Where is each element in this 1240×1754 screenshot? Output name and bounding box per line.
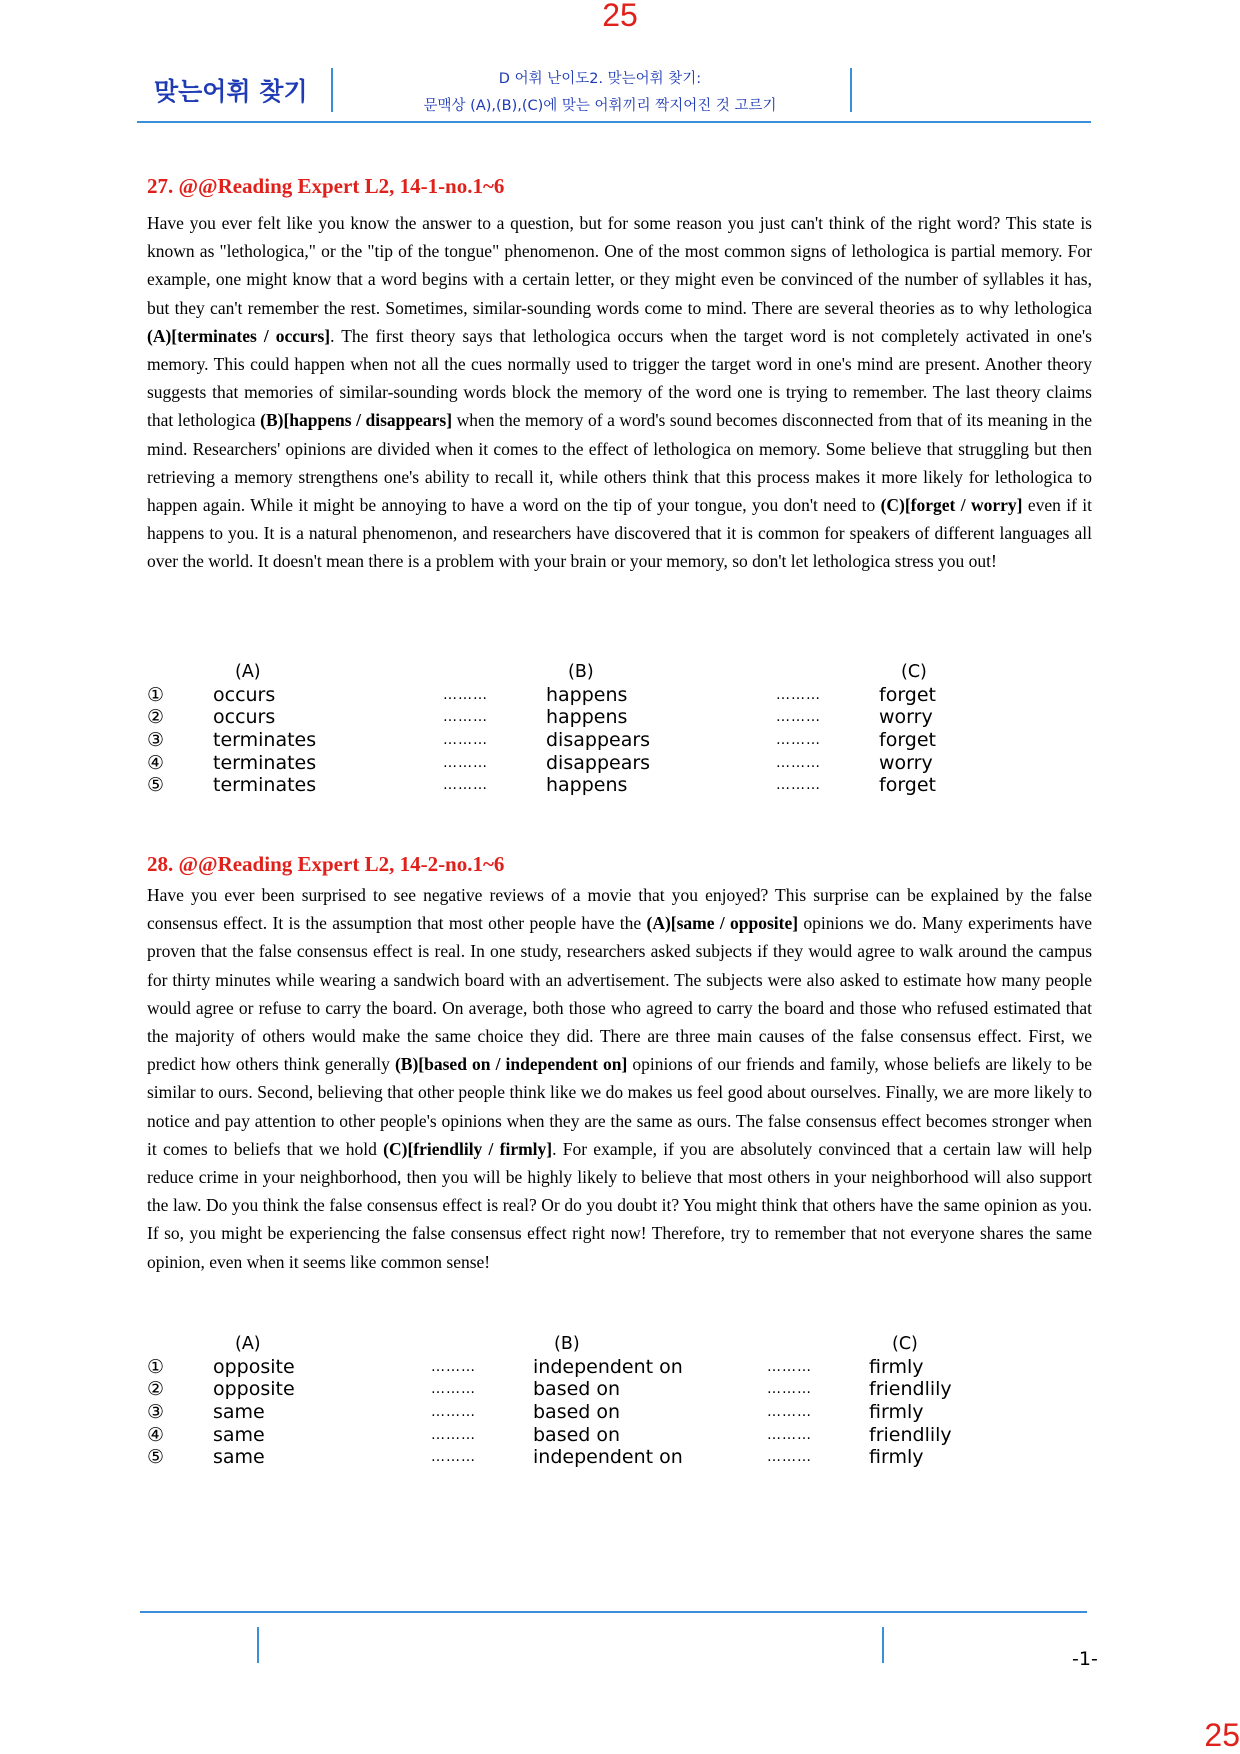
option-a: occurs xyxy=(213,706,276,729)
choice-header-row xyxy=(147,1333,1047,1356)
option-dots: ……… xyxy=(776,732,821,749)
choice-header-c: (C) xyxy=(892,1334,918,1354)
option-b: disappears xyxy=(546,751,651,774)
option-dots: ……… xyxy=(431,1358,476,1375)
passage-text: Have you ever felt like you know the answer to a question, but for some reason you just can't think of the right word? This state is known as "lethologica," or the "tip of the tongue" phenomenon. One of the most common signs of lethologica is partial memory. For example, one might know that a word begins with a certain letter, or they might even be convinced of the number of syllables it has, but they can't remember the rest. Sometimes, similar-sounding words come to mind. There are several theories as to why lethologica xyxy=(147,213,1092,318)
blank-choice: (A)[terminates / occurs] xyxy=(147,325,331,346)
footer-divider-left xyxy=(257,1627,259,1663)
option-c: forget xyxy=(879,774,936,797)
option-c: friendlily xyxy=(869,1378,952,1401)
question-27-choices xyxy=(147,661,1047,801)
question-28-passage xyxy=(147,881,1092,1276)
question-27-title: 27. @@Reading Expert L2, 14-1-no.1~6 xyxy=(147,174,505,198)
option-dots: ……… xyxy=(776,754,821,771)
choice-header-b: (B) xyxy=(568,662,594,682)
option-dots: ……… xyxy=(776,709,821,726)
option-dots: ……… xyxy=(431,1381,476,1398)
option-number: ③ xyxy=(147,1401,165,1424)
option-number: ③ xyxy=(147,729,165,752)
choice-header-a: (A) xyxy=(235,1334,261,1354)
choice-option-2[interactable] xyxy=(147,1378,1047,1401)
header-divider-right xyxy=(850,68,852,112)
choice-option-1[interactable] xyxy=(147,1356,1047,1379)
header-rule xyxy=(137,121,1091,123)
question-28-choices xyxy=(147,1333,1047,1473)
footer-divider-right xyxy=(882,1627,884,1663)
option-a: opposite xyxy=(213,1355,295,1378)
header-subtitle-line2: 문맥상 (A),(B),(C)에 맞는 어휘끼리 짝지어진 것 고르기 xyxy=(423,98,777,114)
footer-page-label: -1- xyxy=(1072,1648,1098,1670)
choice-option-5[interactable] xyxy=(147,774,1047,797)
page-number-top: 25 xyxy=(602,0,638,33)
option-b: happens xyxy=(546,683,628,706)
option-b: disappears xyxy=(546,729,651,752)
option-dots: ……… xyxy=(431,1426,476,1443)
choice-header-c: (C) xyxy=(901,662,927,682)
option-dots: ……… xyxy=(767,1404,812,1421)
option-a: same xyxy=(213,1401,265,1424)
footer-rule xyxy=(140,1611,1087,1613)
choice-option-3[interactable] xyxy=(147,729,1047,752)
header-title: 맞는어휘 찾기 xyxy=(154,77,308,106)
option-c: worry xyxy=(879,706,933,729)
option-dots: ……… xyxy=(776,686,821,703)
option-c: firmly xyxy=(869,1401,924,1424)
option-a: terminates xyxy=(213,751,317,774)
option-number: ② xyxy=(147,706,165,729)
choice-option-2[interactable] xyxy=(147,706,1047,729)
passage-text: . The first theory says that lethologica occurs when the target word is not completely activated in one's memory. This could happen when not all the cues normally used to trigger the target word in one's mind are present. Another theory suggests that memories of similar-sounding words block the memory of the word one is trying to remember. The last theory claims that lethologica xyxy=(147,325,1092,431)
choice-option-1[interactable] xyxy=(147,684,1047,707)
option-dots: ……… xyxy=(767,1381,812,1398)
passage-text: . For example, if you are absolutely convinced that a certain law will help reduce crime in your neighborhood, then you will be highly likely to believe that most others in your neighborhood will also support the law. Do you think the false consensus effect is real? Or do you doubt it? You might think that others have the same opinion as you. If so, you might be experiencing the false consensus effect right now! Therefore, try to remember that not everyone shares the same opinion, even when it seems like common sense! xyxy=(147,1138,1093,1272)
blank-choice: (C)[friendlily / firmly] xyxy=(383,1138,553,1159)
blank-choice: (C)[forget / worry] xyxy=(880,495,1023,516)
choice-option-5[interactable] xyxy=(147,1446,1047,1469)
option-b: based on xyxy=(533,1401,621,1424)
option-a: occurs xyxy=(213,683,276,706)
question-28-title: 28. @@Reading Expert L2, 14-2-no.1~6 xyxy=(147,852,505,876)
option-number: ① xyxy=(147,1355,165,1378)
passage-text: when the memory of a word's sound becomes disconnected from that of its meaning in the mind. Researchers' opinions are divided when it comes to the effect of lethologica on memory. Some believe that struggling but then retrieving a memory strengthens one's ability to recall it, while others think that this process makes it more likely for lethologica to happen again. While it might be annoying to have a word on the tip of your tongue, you don't need to xyxy=(147,410,1092,516)
page-number-corner: 25 xyxy=(1204,1717,1240,1753)
option-b: based on xyxy=(533,1423,621,1446)
choice-header-a: (A) xyxy=(235,662,261,682)
option-number: ④ xyxy=(147,1423,165,1446)
option-dots: ……… xyxy=(431,1404,476,1421)
option-b: independent on xyxy=(533,1446,683,1469)
option-number: ⑤ xyxy=(147,774,165,797)
choice-header-b: (B) xyxy=(554,1334,580,1354)
option-b: happens xyxy=(546,706,628,729)
option-number: ① xyxy=(147,683,165,706)
option-a: terminates xyxy=(213,729,317,752)
option-a: opposite xyxy=(213,1378,295,1401)
header-subtitle xyxy=(340,66,860,120)
passage-text: even if it happens to you. It is a natural phenomenon, and researchers have discovered that it is common for speakers of different languages all over the world. It doesn't mean there is a problem with your brain or your memory, so don't let lethologica stress you out! xyxy=(147,495,1092,572)
option-dots: ……… xyxy=(443,709,488,726)
option-dots: ……… xyxy=(443,732,488,749)
option-c: friendlily xyxy=(869,1423,952,1446)
option-dots: ……… xyxy=(767,1449,812,1466)
option-number: ④ xyxy=(147,751,165,774)
blank-choice: (B)[happens / disappears] xyxy=(260,410,453,431)
option-c: forget xyxy=(879,683,936,706)
choice-option-4[interactable] xyxy=(147,1424,1047,1447)
option-dots: ……… xyxy=(443,754,488,771)
option-a: terminates xyxy=(213,774,317,797)
option-c: worry xyxy=(879,751,933,774)
option-dots: ……… xyxy=(767,1426,812,1443)
passage-text: opinions of our friends and family, whose beliefs are likely to be similar to ours. Second, believing that other people think like we do makes us feel good about ourselves. Finally, we are more likely to notice and pay attention to other people's opinions when they are the same as ours. The false consensus effect becomes stronger when it comes to beliefs that we hold xyxy=(147,1054,1092,1159)
option-c: forget xyxy=(879,729,936,752)
passage-text: opinions we do. Many experiments have proven that the false consensus effect is real. In one study, researchers asked subjects if they would agree to walk around the campus for thirty minutes while wearing a sandwich board with an advertisement. The subjects were also asked to estimate how many people would agree or refuse to carry the board. On average, both those who agreed to carry the board and those who refused estimated that the majority of others would make the same choice they did. There are three main causes of the false consensus effect. First, we predict how others think generally xyxy=(147,913,1093,1075)
option-b: independent on xyxy=(533,1355,683,1378)
blank-choice: (B)[based on / independent on] xyxy=(394,1054,628,1075)
option-number: ⑤ xyxy=(147,1446,165,1469)
option-dots: ……… xyxy=(431,1449,476,1466)
option-a: same xyxy=(213,1446,265,1469)
blank-choice: (A)[same / opposite] xyxy=(646,913,799,934)
option-c: firmly xyxy=(869,1355,924,1378)
option-number: ② xyxy=(147,1378,165,1401)
option-dots: ……… xyxy=(767,1358,812,1375)
header-subtitle-line1: D 어휘 난이도2. 맞는어휘 찾기: xyxy=(498,71,702,87)
option-dots: ……… xyxy=(443,777,488,794)
question-27-passage xyxy=(147,209,1092,576)
passage-text: Have you ever been surprised to see negative reviews of a movie that you enjoyed? This surprise can be explained by the false consensus effect. It is the assumption that most other people have the xyxy=(147,885,1092,934)
option-dots: ……… xyxy=(776,777,821,794)
choice-option-4[interactable] xyxy=(147,752,1047,775)
choice-option-3[interactable] xyxy=(147,1401,1047,1424)
header-divider-left xyxy=(331,68,333,112)
option-b: based on xyxy=(533,1378,621,1401)
option-a: same xyxy=(213,1423,265,1446)
option-dots: ……… xyxy=(443,686,488,703)
option-b: happens xyxy=(546,774,628,797)
choice-header-row xyxy=(147,661,1047,684)
option-c: firmly xyxy=(869,1446,924,1469)
